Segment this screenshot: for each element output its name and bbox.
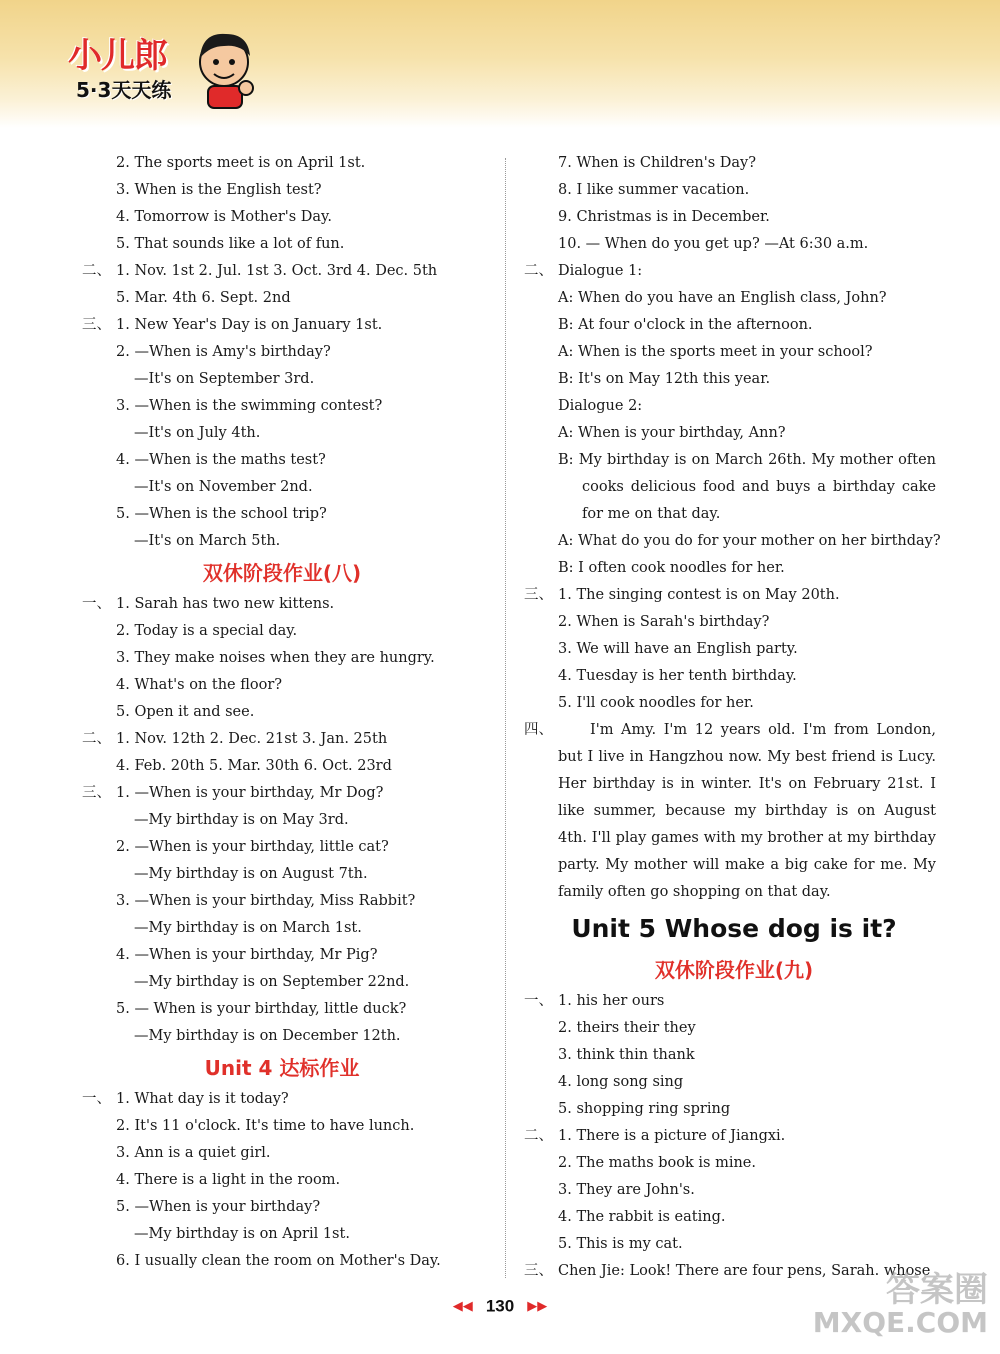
- answer-line: [82, 780, 482, 807]
- answer-line: [524, 555, 944, 582]
- answer-line: [524, 339, 944, 366]
- answer-text: 3. When is the English test?: [116, 182, 322, 198]
- answer-text: 5. shopping ring spring: [558, 1101, 731, 1117]
- answer-line: [82, 258, 482, 285]
- answer-text: 5. —When is your birthday?: [116, 1199, 321, 1215]
- page-number: 130: [485, 1296, 515, 1316]
- question-marker: 三、: [82, 785, 111, 801]
- answer-line: [524, 1231, 944, 1258]
- answer-line: [82, 285, 482, 312]
- answer-text: 3. We will have an English party.: [558, 641, 798, 657]
- watermark: [806, 1262, 992, 1348]
- answer-text: A: When do you have an English class, John?: [558, 290, 887, 306]
- question-marker: 三、: [82, 317, 111, 333]
- answer-text: 1. There is a picture of Jiangxi.: [558, 1128, 786, 1144]
- answer-text: 3. —When is the swimming contest?: [116, 398, 383, 414]
- answer-text: 4. What's on the floor?: [116, 677, 283, 693]
- question-marker: 一、: [82, 1091, 111, 1107]
- answer-text: Dialogue 1:: [558, 263, 643, 279]
- answer-text: 3. —When is your birthday, Miss Rabbit?: [116, 893, 416, 909]
- answer-line: [82, 969, 482, 996]
- answer-line: [82, 501, 482, 528]
- answer-line: [82, 942, 482, 969]
- question-marker: 二、: [524, 263, 553, 279]
- answer-text: 3. Ann is a quiet girl.: [116, 1145, 271, 1161]
- watermark-url: MXQE.COM: [812, 1306, 988, 1339]
- answer-line: [82, 1140, 482, 1167]
- answer-text: 2. It's 11 o'clock. It's time to have lunch.: [116, 1118, 415, 1134]
- answer-text: 2. When is Sarah's birthday?: [558, 614, 770, 630]
- answer-text: —My birthday is on May 3rd.: [134, 812, 349, 828]
- answer-line: [82, 1167, 482, 1194]
- answer-text: 2. The sports meet is on April 1st.: [116, 155, 366, 171]
- answer-line: [82, 150, 482, 177]
- brand-logo: [68, 22, 238, 112]
- brand-subtitle: 5·3天天练: [76, 78, 172, 102]
- question-marker: 三、: [524, 587, 553, 603]
- answer-text: 8. I like summer vacation.: [558, 182, 750, 198]
- question-marker: 一、: [82, 596, 111, 612]
- answer-text: I'm Amy. I'm 12 years old. I'm from London, but I live in Hangzhou now. My best friend is Lucy. Her birthday is in winter. It's on February 21st. I like summer, because my birthday is on August 4th. I'll play games with my brother at my birthday party. My mother will make a big cake for me. My family often go shopping on that day.: [558, 722, 936, 900]
- answer-text: —It's on July 4th.: [134, 425, 261, 441]
- answer-text: 2. —When is your birthday, little cat?: [116, 839, 389, 855]
- answer-line: [524, 1177, 944, 1204]
- answer-line: [82, 996, 482, 1023]
- question-marker: 三、: [524, 1263, 553, 1279]
- answer-text: 5. Mar. 4th 6. Sept. 2nd: [116, 290, 291, 306]
- answer-line: [524, 312, 944, 339]
- answer-line: [82, 618, 482, 645]
- brand-title: 小儿郎: [68, 36, 167, 76]
- answer-text: 3. They make noises when they are hungry.: [116, 650, 435, 666]
- answer-text: —It's on March 5th.: [134, 533, 281, 549]
- answer-line: [524, 1204, 944, 1231]
- answer-text: A: When is your birthday, Ann?: [558, 425, 786, 441]
- answer-text: 4. Tuesday is her tenth birthday.: [558, 668, 797, 684]
- answer-text: —My birthday is on August 7th.: [134, 866, 368, 882]
- question-marker: 二、: [82, 731, 111, 747]
- answer-text: 4. —When is the maths test?: [116, 452, 326, 468]
- answer-text: 1. —When is your birthday, Mr Dog?: [116, 785, 384, 801]
- answer-line: [524, 1042, 944, 1069]
- answer-text: 5. — When is your birthday, little duck?: [116, 1001, 407, 1017]
- answer-text: 4. There is a light in the room.: [116, 1172, 341, 1188]
- answer-text: 4. long song sing: [558, 1074, 684, 1090]
- answer-text: Chen Jie: Look! There are four pens, Sarah. whose: [558, 1263, 931, 1279]
- answer-line: [524, 150, 944, 177]
- answer-paragraph: [524, 717, 936, 906]
- answer-line: [82, 312, 482, 339]
- question-marker: 四、: [524, 722, 553, 738]
- answer-text: 4. Tomorrow is Mother's Day.: [116, 209, 332, 225]
- answer-line: [82, 888, 482, 915]
- answer-line: [82, 645, 482, 672]
- mascot-icon: [184, 22, 262, 112]
- answer-line: [82, 420, 482, 447]
- answer-line: [524, 393, 944, 420]
- left-column: [82, 150, 482, 1275]
- answer-line: [82, 204, 482, 231]
- answer-text: 1. New Year's Day is on January 1st.: [116, 317, 383, 333]
- watermark-cn: 答案圈: [886, 1270, 988, 1310]
- answer-line: [524, 988, 944, 1015]
- unit-title: Unit 5 Whose dog is it?: [571, 914, 897, 943]
- answer-line: [82, 834, 482, 861]
- answer-text: 5. This is my cat.: [558, 1236, 683, 1252]
- answer-line: [82, 1086, 482, 1113]
- answer-line: [524, 582, 944, 609]
- answer-line: [82, 528, 482, 555]
- answer-text: 1. his her ours: [558, 993, 665, 1009]
- answer-text: —My birthday is on March 1st.: [134, 920, 362, 936]
- answer-text: 1. Sarah has two new kittens.: [116, 596, 335, 612]
- answer-text: 5. Open it and see.: [116, 704, 255, 720]
- answer-text: 9. Christmas is in December.: [558, 209, 770, 225]
- answer-line: [524, 1123, 944, 1150]
- question-marker: 一、: [524, 993, 553, 1009]
- answer-line: [82, 1248, 482, 1275]
- answer-text: A: What do you do for your mother on her birthday?: [558, 533, 941, 549]
- answer-text: 4. Feb. 20th 5. Mar. 30th 6. Oct. 23rd: [116, 758, 392, 774]
- answer-text: B: I often cook noodles for her.: [558, 560, 785, 576]
- question-marker: 二、: [524, 1128, 553, 1144]
- answer-line: [524, 1069, 944, 1096]
- answer-line: [524, 366, 944, 393]
- answer-line: [524, 1096, 944, 1123]
- answer-text: 4. —When is your birthday, Mr Pig?: [116, 947, 378, 963]
- answer-text: 2. The maths book is mine.: [558, 1155, 756, 1171]
- answer-text: —My birthday is on December 12th.: [134, 1028, 401, 1044]
- answer-line: [524, 1015, 944, 1042]
- section-heading: 双休阶段作业(八): [202, 561, 362, 585]
- answer-text: 10. — When do you get up? —At 6:30 a.m.: [558, 236, 869, 252]
- right-column: [524, 150, 944, 1285]
- answer-line: [82, 861, 482, 888]
- answer-text: 7. When is Children's Day?: [558, 155, 757, 171]
- answer-line: [524, 204, 944, 231]
- answer-line: [82, 807, 482, 834]
- answer-line: [82, 231, 482, 258]
- answer-text: 2. theirs their they: [558, 1020, 696, 1036]
- answer-text: —It's on November 2nd.: [134, 479, 313, 495]
- answer-line: [82, 1221, 482, 1248]
- answer-line: [82, 753, 482, 780]
- answer-text: —My birthday is on September 22nd.: [134, 974, 410, 990]
- answer-text: 6. I usually clean the room on Mother's Day.: [116, 1253, 441, 1269]
- answer-line: [524, 177, 944, 204]
- next-arrows-icon: ▶▶: [527, 1299, 548, 1314]
- answer-line: [524, 420, 944, 447]
- answer-line: [524, 663, 944, 690]
- answer-line: [82, 366, 482, 393]
- answer-text: A: When is the sports meet in your school?: [558, 344, 873, 360]
- answer-line: [524, 1150, 944, 1177]
- section-heading: Unit 4 达标作业: [204, 1056, 360, 1080]
- answer-line: [82, 591, 482, 618]
- answer-text: 4. The rabbit is eating.: [558, 1209, 726, 1225]
- answer-line: [82, 474, 482, 501]
- answer-text: —My birthday is on April 1st.: [134, 1226, 350, 1242]
- answer-text: B: My birthday is on March 26th. My mother often cooks delicious food and buys a birthday cake for me on that day.: [558, 452, 936, 522]
- answer-line: [524, 231, 944, 258]
- answer-text: Dialogue 2:: [558, 398, 643, 414]
- answer-line: [82, 339, 482, 366]
- answer-line: [524, 609, 944, 636]
- answer-text: 1. Nov. 12th 2. Dec. 21st 3. Jan. 25th: [116, 731, 388, 747]
- section-heading: 双休阶段作业(九): [654, 958, 814, 982]
- answer-text: 1. What day is it today?: [116, 1091, 289, 1107]
- answer-line: [524, 285, 944, 312]
- answer-text: 3. They are John's.: [558, 1182, 695, 1198]
- answer-line: [524, 258, 944, 285]
- answer-line: [82, 1194, 482, 1221]
- answer-text: 2. Today is a special day.: [116, 623, 298, 639]
- answer-text: 2. —When is Amy's birthday?: [116, 344, 331, 360]
- answer-text: 5. That sounds like a lot of fun.: [116, 236, 345, 252]
- answer-text: —It's on September 3rd.: [134, 371, 315, 387]
- answer-line: [82, 699, 482, 726]
- answer-line: [524, 636, 944, 663]
- answer-line: [524, 690, 944, 717]
- answer-text: B: It's on May 12th this year.: [558, 371, 771, 387]
- answer-text: 3. think thin thank: [558, 1047, 695, 1063]
- column-divider: [505, 158, 506, 1278]
- answer-line: [524, 528, 944, 555]
- answer-line: [82, 177, 482, 204]
- answer-text: 5. I'll cook noodles for her.: [558, 695, 754, 711]
- question-marker: 二、: [82, 263, 111, 279]
- answer-line: [82, 1023, 482, 1050]
- answer-line: [82, 672, 482, 699]
- answer-line: [82, 915, 482, 942]
- prev-arrows-icon: ◀◀: [452, 1299, 473, 1314]
- answer-line: [82, 726, 482, 753]
- answer-line: [82, 447, 482, 474]
- answer-text: B: At four o'clock in the afternoon.: [558, 317, 813, 333]
- answer-text: 1. The singing contest is on May 20th.: [558, 587, 840, 603]
- answer-paragraph: [558, 447, 936, 528]
- answer-text: 5. —When is the school trip?: [116, 506, 327, 522]
- answer-text: 1. Nov. 1st 2. Jul. 1st 3. Oct. 3rd 4. Dec. 5th: [116, 263, 438, 279]
- answer-line: [82, 1113, 482, 1140]
- answer-line: [82, 393, 482, 420]
